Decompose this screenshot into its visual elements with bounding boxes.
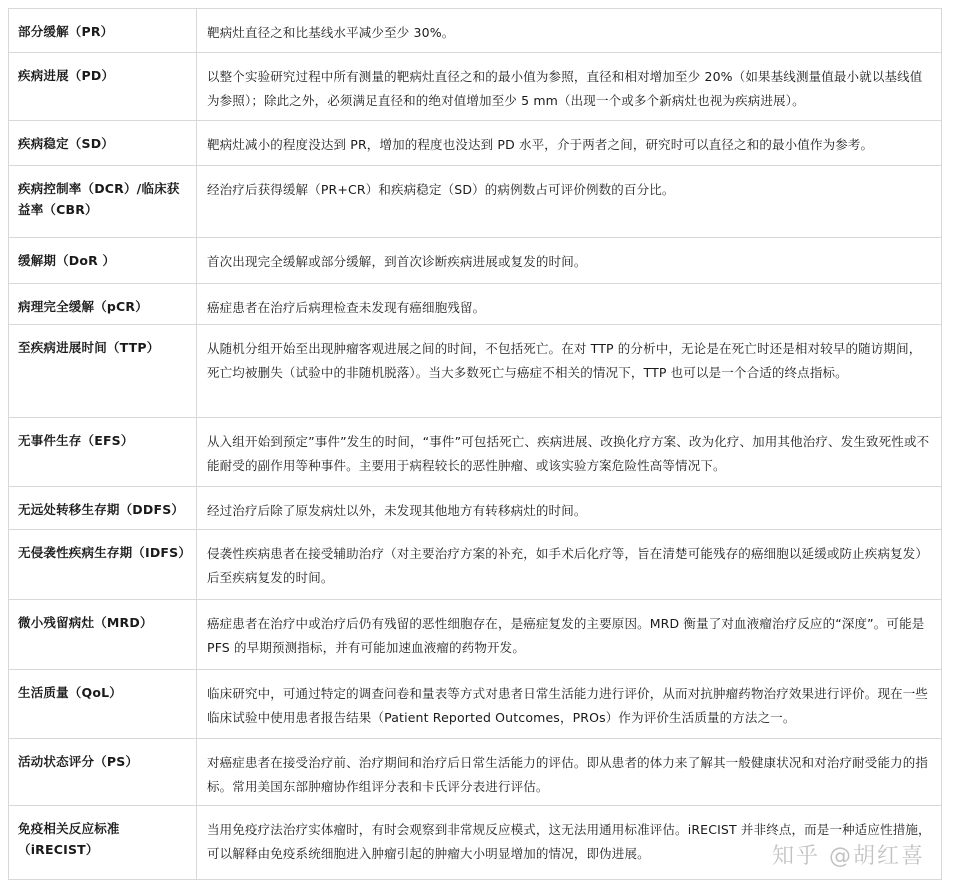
term-cell: 生活质量（QoL） [9,670,197,738]
definition-cell: 以整个实验研究过程中所有测量的靶病灶直径之和的最小值为参照，直径和相对增加至少 20%（如果基线测量值最小就以基线值为参照）；除此之外，必须满足直径和的绝对值增加至少 5 mm（出现一个或多个新病灶也视为疾病进展）。 [207,69,923,108]
definition-cell: 经治疗后获得缓解（PR+CR）和疾病稳定（SD）的病例数占可评价例数的百分比。 [207,182,675,197]
definition-cell: 首次出现完全缓解或部分缓解，到首次诊断疾病进展或复发的时间。 [207,254,587,269]
term-cell: 微小残留病灶（MRD） [9,600,197,669]
table-row [9,486,941,529]
term-cell: 无事件生存（EFS） [9,418,197,486]
term-cell: 病理完全缓解（pCR） [9,284,197,324]
table-row [9,738,941,805]
definition-cell: 对癌症患者在接受治疗前、治疗期间和治疗后日常生活能力的评估。即从患者的体力来了解其一般健康状况和对治疗耐受能力的指标。常用美国东部肿瘤协作组评分表和卡氏评分表进行评估。 [207,755,929,794]
term-cell: 缓解期（DoR ） [9,238,197,283]
table-row [9,324,941,417]
term-cell: 活动状态评分（PS） [9,739,197,805]
table-row [9,9,941,52]
table-row [9,120,941,165]
table-row [9,237,941,283]
definition-cell: 癌症患者在治疗后病理检查未发现有癌细胞残留。 [207,300,486,315]
table-row [9,417,941,486]
term-cell: 疾病进展（PD） [9,53,197,120]
table-row [9,52,941,120]
table-row [9,669,941,738]
table-row [9,529,941,599]
definition-cell: 靶病灶直径之和比基线水平减少至少 30%。 [207,25,455,40]
definition-cell: 从入组开始到预定”事件”发生的时间，“事件”可包括死亡、疾病进展、改换化疗方案、改为化疗、加用其他治疗、发生致死性或不能耐受的副作用等种事件。主要用于病程较长的恶性肿瘤、或该实验方案危险性高等情况下。 [207,434,930,473]
definition-cell: 从随机分组开始至出现肿瘤客观进展之间的时间，不包括死亡。在对 TTP 的分析中，无论是在死亡时还是相对较早的随访期间，死亡均被删失（试验中的非随机脱落）。当大多数死亡与癌症不相关的情况下，TTP 也可以是一个合适的终点指标。 [207,341,922,380]
watermark: 知乎 @胡红喜 [772,844,925,869]
table-row [9,283,941,324]
definition-cell: 侵袭性疾病患者在接受辅助治疗（对主要治疗方案的补充，如手术后化疗等，旨在清楚可能残存的癌细胞以延缓或防止疾病复发）后至疾病复发的时间。 [207,546,929,585]
definition-cell: 临床研究中，可通过特定的调查问卷和量表等方式对患者日常生活能力进行评价，从而对抗肿瘤药物治疗效果进行评价。现在一些临床试验中使用患者报告结果（Patient Reported Outcomes，PROs）作为评价生活质量的方法之一。 [207,686,929,725]
definition-cell: 经过治疗后除了原发病灶以外，未发现其他地方有转移病灶的时间。 [207,503,587,518]
term-cell: 至疾病进展时间（TTP） [9,325,197,417]
term-cell: 无远处转移生存期（DDFS） [9,487,197,529]
definition-cell: 癌症患者在治疗中或治疗后仍有残留的恶性细胞存在，是癌症复发的主要原因。MRD 衡量了对血液瘤治疗反应的“深度”。可能是 PFS 的早期预测指标，并有可能加速血液瘤的药物开发。 [207,616,925,655]
definition-cell: 当用免疫疗法治疗实体瘤时，有时会观察到非常规反应模式，这无法用通用标准评估。iRECIST 并非终点，而是一种适应性措施，可以解释由免疫系统细胞进入肿瘤引起的肿瘤大小明显增加的情况，即伪进展。 [207,822,931,861]
term-cell: 疾病稳定（SD） [9,121,197,165]
term-cell: 疾病控制率（DCR）/临床获益率（CBR） [9,166,197,237]
term-cell: 无侵袭性疾病生存期（IDFS） [9,530,197,599]
table-row [9,165,941,237]
definition-cell: 靶病灶减小的程度没达到 PR，增加的程度也没达到 PD 水平，介于两者之间，研究时可以直径之和的最小值作为参考。 [207,137,874,152]
term-cell: 部分缓解（PR） [9,9,197,52]
table-row [9,599,941,669]
glossary-table [8,8,942,880]
term-cell: 免疫相关反应标准（iRECIST） [9,806,197,879]
